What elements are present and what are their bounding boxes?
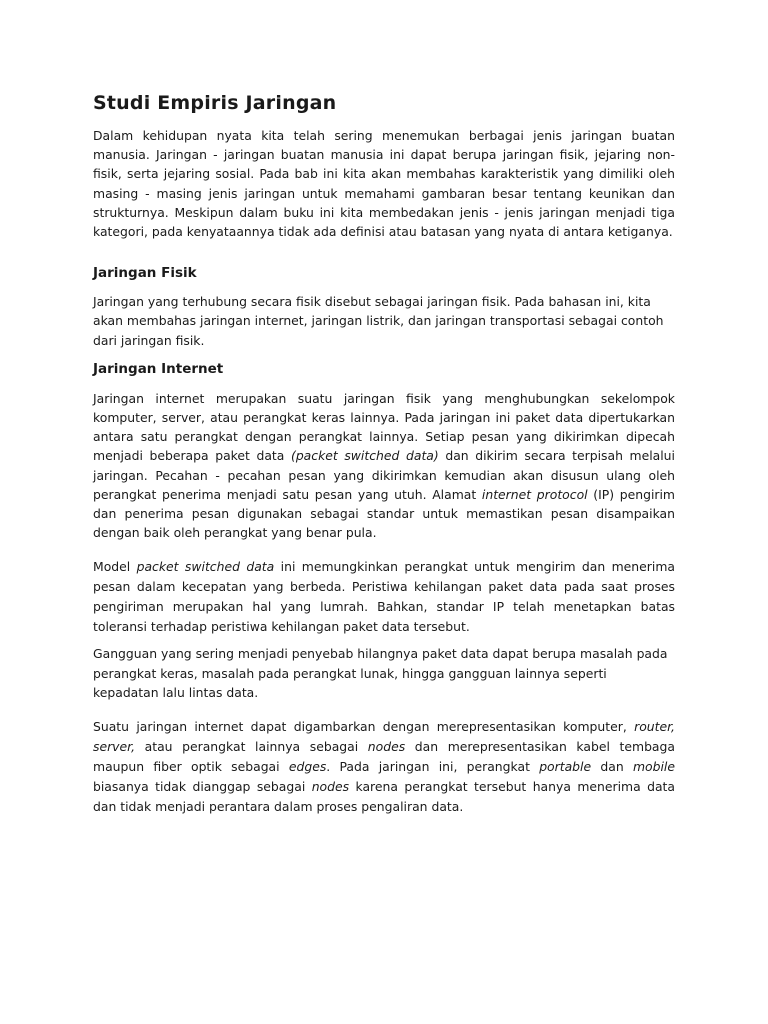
italic-term: portable (539, 759, 592, 775)
text-run: Model (93, 559, 137, 575)
text-run: atau perangkat lainnya sebagai (135, 739, 368, 755)
text-run: Jaringan internet merupakan suatu jaringan fisik yang menghubungkan sekelompok komputer, server, atau perangkat keras lainnya. Pada jaringan ini paket data dipertukarkan antara satu perangkat dengan perangkat lainnya. Setiap pesan yang dikirimkan dipecah menjadi beberapa paket data (93, 390, 675, 464)
italic-term: mobile (632, 759, 675, 775)
text-run: Suatu jaringan internet dapat digambarkan dengan merepresentasikan komputer, (93, 719, 635, 735)
document-title: Studi Empiris Jaringan (93, 92, 337, 114)
italic-term: edges (288, 759, 327, 775)
text-run: karena perangkat tersebut hanya menerima data dan tidak menjadi perantara dalam proses pengaliran data. (93, 779, 676, 815)
text-run: ini memungkinkan perangkat untuk mengirim dan menerima pesan dalam kecepatan yang berbeda. Peristiwa kehilangan paket data pada saat proses pengiriman merupakan hal yang lumrah. Bahkan, standar IP telah menetapkan batas toleransi terhadap peristiwa kehilangan paket data tersebut. (93, 559, 675, 635)
paragraph-internet-4 (93, 717, 675, 817)
text-run: (IP) pengirim dan penerima pesan digunakan sebagai standar untuk memastikan pesan disampaikan dengan baik oleh perangkat yang benar pula. (93, 486, 675, 541)
italic-term: nodes (367, 739, 406, 755)
section-heading-jaringan-internet: Jaringan Internet (93, 360, 224, 377)
text-run: . Pada jaringan ini, perangkat (326, 759, 540, 775)
intro-paragraph: Dalam kehidupan nyata kita telah sering menemukan berbagai jenis jaringan buatan manusia. Jaringan - jaringan buatan manusia ini dapat berupa jaringan fisik, jejaring non-fisik, serta jejaring sosial. Pada bab ini kita akan membahas karakteristik yang dimiliki oleh masing - masing jenis jaringan untuk memahami gambaran besar tentang keunikan dan strukturnya. Meskipun dalam buku ini kita membedakan jenis - jenis jaringan menjadi tiga kategori, pada kenyataannya tidak ada definisi atau batasan yang nyata di antara ketiganya. (93, 128, 675, 240)
text-run: dan dikirim secara terpisah melalui jaringan. Pecahan - pecahan pesan yang dikirimkan kemudian akan disusun ulang oleh perangkat penerima menjadi satu pesan yang utuh. Alamat (93, 448, 675, 502)
section-heading-jaringan-fisik: Jaringan Fisik (93, 265, 197, 282)
paragraph-jaringan-fisik: Jaringan yang terhubung secara fisik disebut sebagai jaringan fisik. Pada bahasan ini, kita akan membahas jaringan internet, jaringan listrik, dan jaringan transportasi sebagai contoh dari jaringan fisik. (93, 294, 664, 348)
paragraph-internet-2 (93, 557, 675, 637)
paragraph-internet-3: Gangguan yang sering menjadi penyebab hilangnya paket data dapat berupa masalah pada perangkat keras, masalah pada perangkat lunak, hingga gangguan lainnya seperti kepadatan lalu lintas data. (93, 646, 668, 700)
italic-term: (packet switched data) (290, 448, 439, 464)
paragraph-internet-1 (93, 389, 675, 543)
text-run: biasanya tidak dianggap sebagai (93, 779, 312, 795)
text-run: dan merepresentasikan kabel tembaga maupun fiber optik sebagai (93, 739, 675, 775)
document-page (93, 90, 675, 817)
italic-term: packet switched data (136, 559, 275, 575)
italic-term: internet protocol (481, 486, 588, 502)
italic-term: router, server, (93, 719, 675, 755)
text-run: dan (591, 759, 633, 775)
italic-term: nodes (311, 779, 350, 795)
